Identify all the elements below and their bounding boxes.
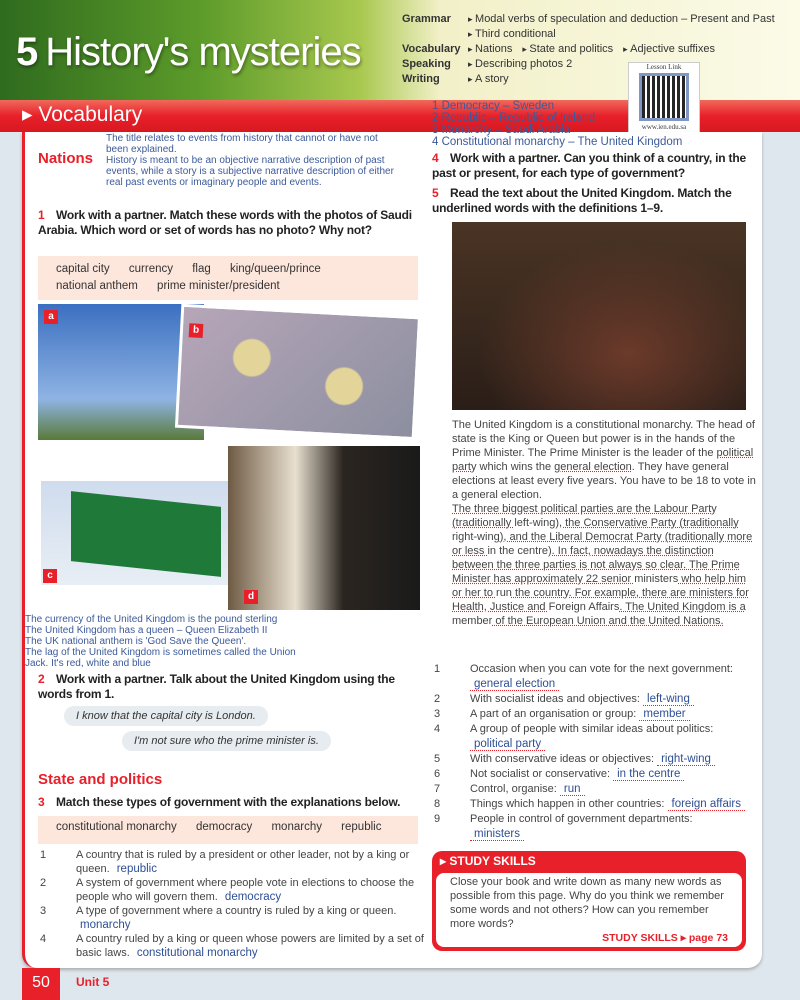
contents-item: ▸ Third conditional bbox=[468, 27, 556, 42]
definition-item bbox=[40, 932, 426, 960]
task-5: 5 Read the text about the United Kingdom. Match the underlined words with the definitions 1–9. bbox=[432, 186, 732, 215]
word-box-item: prime minister/president bbox=[157, 280, 280, 292]
contents-item: ▸ Adjective suffixes bbox=[623, 42, 715, 57]
note-line: been explained. bbox=[106, 144, 177, 155]
definition-number: 2 bbox=[40, 877, 47, 889]
definition-number: 3 bbox=[40, 905, 47, 917]
text-segment: in the centre bbox=[487, 545, 549, 557]
word-box-item: constitutional monarchy bbox=[56, 821, 177, 833]
definition-number: 3 bbox=[434, 708, 441, 720]
heading-state-politics: State and politics bbox=[38, 771, 163, 788]
answer-field[interactable]: political party bbox=[470, 738, 545, 751]
contents-item: ▸ A story bbox=[468, 72, 509, 87]
note-line: 3 Monarchy – Saudi Arabia bbox=[432, 124, 571, 136]
contents-item: ▸ Describing photos 2 bbox=[468, 57, 572, 72]
contents-label: Grammar bbox=[402, 13, 451, 25]
definition-item bbox=[434, 812, 757, 842]
note-line: events, while a story is a subjective narrative description of either bbox=[106, 166, 394, 177]
answer-field[interactable]: right-wing bbox=[657, 753, 715, 766]
teacher-note-title bbox=[106, 133, 426, 188]
answer-field[interactable]: general election bbox=[470, 678, 559, 691]
definition-item bbox=[40, 904, 426, 932]
contents-row bbox=[402, 27, 785, 42]
text-segment: Foreign Affairs bbox=[548, 601, 620, 613]
definition-number: 1 bbox=[40, 849, 47, 861]
study-skills-box: ▸ STUDY SKILLS Close your book and write down as many new words as possible from this page. Why do you think we remember some words and not others? How can you remember more words? STUDY SKILLS ▸ page 73 bbox=[432, 851, 746, 951]
teacher-note-governments bbox=[432, 100, 682, 148]
definition-text: With socialist ideas and objectives: bbox=[470, 693, 640, 705]
note-line: 2 Republic – Republic of Ireland bbox=[432, 112, 596, 124]
contents-row bbox=[402, 72, 785, 87]
word-box-item: capital city bbox=[56, 263, 110, 275]
definition-item bbox=[434, 707, 757, 722]
contents-row bbox=[402, 42, 785, 57]
task-2: 2 Work with a partner. Talk about the United Kingdom using the words from 1. bbox=[38, 672, 395, 701]
definition-item bbox=[434, 722, 757, 752]
answer-field[interactable]: member bbox=[639, 708, 689, 721]
contents-row bbox=[402, 57, 785, 72]
answer-field[interactable]: ministers bbox=[470, 828, 524, 841]
task-4: 4 Work with a partner. Can you think of a country, in the past or present, for each type of government? bbox=[432, 151, 746, 180]
definition-item bbox=[40, 876, 426, 904]
definition-item bbox=[434, 797, 757, 812]
contents-label: Vocabulary bbox=[402, 43, 461, 55]
definition-text: A part of an organisation or group: bbox=[470, 708, 637, 720]
photo-flag: c bbox=[38, 478, 243, 588]
contents-item: ▸ Modal verbs of speculation and deduction – Present and Past bbox=[468, 12, 775, 27]
text-segment: left-wing bbox=[514, 517, 556, 529]
photo-currency: b bbox=[175, 304, 421, 440]
text-segment: run bbox=[496, 587, 512, 599]
definition-number: 2 bbox=[434, 693, 441, 705]
underlined-word: ). In fact, nowadays the distinction between the three parties is not always so clear. The Prime Minister has approximately 22 senior bbox=[452, 545, 740, 585]
underlined-word: ), and the Liberal Democrat Party (traditionally more or less bbox=[452, 531, 753, 557]
contents-label: Writing bbox=[402, 73, 440, 85]
definition-number: 9 bbox=[434, 813, 441, 825]
note-line: The UK national anthem is 'God Save the Queen'. bbox=[25, 636, 247, 647]
answer-field[interactable]: democracy bbox=[224, 891, 282, 903]
definition-item bbox=[434, 692, 757, 707]
study-skills-link[interactable]: STUDY SKILLS ▸ page 73 bbox=[602, 932, 728, 944]
photo-parliament bbox=[452, 222, 746, 410]
definition-text: Occasion when you can vote for the next government: bbox=[470, 663, 733, 675]
word-box-item: republic bbox=[341, 821, 382, 833]
underlined-word: political party bbox=[452, 447, 754, 473]
contents-item: ▸ State and politics bbox=[522, 42, 613, 57]
section-title: ▸ Vocabulary bbox=[22, 103, 143, 126]
speech-bubble-2: I'm not sure who the prime minister is. bbox=[122, 731, 331, 751]
underlined-word: who help him or her to bbox=[452, 573, 747, 599]
definition-number: 4 bbox=[434, 723, 441, 735]
definition-number: 4 bbox=[40, 933, 47, 945]
uk-text bbox=[452, 418, 757, 628]
word-box-item: national anthem bbox=[56, 280, 138, 292]
photo-king: d bbox=[228, 446, 420, 610]
note-line: 4 Constitutional monarchy – The United Kingdom bbox=[432, 136, 683, 148]
answer-field[interactable]: left-wing bbox=[643, 693, 694, 706]
word-box-nations bbox=[38, 256, 418, 300]
footer-unit: Unit 5 bbox=[76, 975, 110, 989]
answer-field[interactable]: republic bbox=[116, 863, 157, 875]
definition-text: A country ruled by a king or queen whose powers are limited by a set of basic laws. bbox=[76, 933, 424, 959]
note-line: 1 Democracy – Sweden bbox=[432, 100, 555, 112]
answer-field[interactable]: run bbox=[560, 783, 585, 796]
unit-title: 5 History's mysteries bbox=[16, 30, 361, 74]
text-segment: . They have general elections at least every five years. You have to be 18 to vote in a general election. bbox=[452, 461, 756, 501]
definition-text: A system of government where people vote in elections to choose the people who will govern them. bbox=[76, 877, 415, 903]
definition-text: A country that is ruled by a president or other leader, not by a king or queen. bbox=[76, 849, 410, 875]
text-segment: The United Kingdom is a constitutional monarchy. The head of state is the King or Queen but power is in the hands of the Prime Minister. The Prime Minister is the leader of the bbox=[452, 419, 755, 459]
definition-text: Things which happen in other countries: bbox=[470, 798, 665, 810]
definition-item bbox=[40, 848, 426, 876]
definition-number: 1 bbox=[434, 663, 441, 675]
note-line: History is meant to be an objective narrative description of past bbox=[106, 155, 385, 166]
answer-field[interactable]: in the centre bbox=[613, 768, 684, 781]
contents-label-empty bbox=[402, 27, 468, 42]
definitions-uk bbox=[434, 662, 757, 842]
word-box-item: currency bbox=[128, 263, 173, 275]
definition-text: Control, organise: bbox=[470, 783, 557, 795]
text-segment: which wins the bbox=[476, 461, 555, 473]
contents-row bbox=[402, 12, 785, 27]
underlined-word: general election bbox=[554, 461, 632, 473]
word-box-item: king/queen/prince bbox=[229, 263, 321, 275]
unit-contents bbox=[402, 12, 785, 87]
word-box-government bbox=[38, 816, 418, 844]
underlined-word: . The United Kingdom is a bbox=[619, 601, 746, 613]
contents-label: Speaking bbox=[402, 58, 451, 70]
note-line: The currency of the United Kingdom is the pound sterling bbox=[25, 614, 278, 625]
definition-number: 7 bbox=[434, 783, 441, 795]
note-line: The lag of the United Kingdom is sometimes called the Union bbox=[25, 647, 296, 658]
task-1: 1 Work with a partner. Match these words with the photos of Saudi Arabia. Which word or set of words has no photo? Why not? bbox=[38, 208, 412, 237]
definition-text: A group of people with similar ideas about politics: bbox=[470, 723, 714, 735]
note-line: real past events or imaginary people and events. bbox=[106, 177, 322, 188]
underlined-word: of the European Union and the United Nations. bbox=[492, 615, 724, 627]
speech-bubble-1: I know that the capital city is London. bbox=[64, 706, 268, 726]
definition-number: 8 bbox=[434, 798, 441, 810]
definition-item bbox=[434, 767, 757, 782]
underlined-word: the country. For example, there are ministers for Health, Justice and bbox=[452, 587, 749, 613]
word-box-item: flag bbox=[192, 263, 211, 275]
definition-text: With conservative ideas or objectives: bbox=[470, 753, 655, 765]
definition-text: A type of government where a country is ruled by a king or queen. bbox=[76, 905, 397, 917]
definition-item bbox=[434, 782, 757, 797]
note-line: The United Kingdom has a queen – Queen Elizabeth II bbox=[25, 625, 268, 636]
word-box-item: democracy bbox=[196, 821, 253, 833]
text-segment: right-wing bbox=[452, 531, 500, 543]
answer-field[interactable]: foreign affairs bbox=[668, 798, 745, 811]
task-3: 3 Match these types of government with the explanations below. bbox=[38, 795, 401, 809]
note-line: The title relates to events from history that cannot or have not bbox=[106, 133, 378, 144]
page-number: 50 bbox=[22, 968, 60, 1000]
photo-tower: a bbox=[38, 304, 204, 440]
definition-text: People in control of government departments: bbox=[470, 813, 693, 825]
definition-number: 5 bbox=[434, 753, 441, 765]
underlined-word: ), the Conservative Party (traditionally bbox=[555, 517, 739, 529]
definition-number: 6 bbox=[434, 768, 441, 780]
contents-item: ▸ Nations bbox=[468, 42, 512, 57]
qr-code[interactable]: Lesson Link www.ien.edu.sa bbox=[628, 62, 700, 134]
definition-item bbox=[434, 752, 757, 767]
heading-nations: Nations bbox=[38, 150, 94, 167]
word-box-item: monarchy bbox=[271, 821, 322, 833]
text-segment: ministers bbox=[634, 573, 679, 585]
answer-field[interactable]: monarchy bbox=[80, 919, 131, 931]
answer-field[interactable]: constitutional monarchy bbox=[136, 947, 258, 959]
underlined-word: The three biggest political parties are the Labour Party (traditionally bbox=[452, 503, 717, 529]
text-segment: member bbox=[452, 615, 493, 627]
definitions-government bbox=[40, 848, 426, 960]
note-line: Jack. It's red, white and blue bbox=[25, 658, 151, 669]
definition-item bbox=[434, 662, 757, 692]
teacher-note-uk-facts bbox=[25, 614, 296, 669]
definition-text: Not socialist or conservative: bbox=[470, 768, 610, 780]
